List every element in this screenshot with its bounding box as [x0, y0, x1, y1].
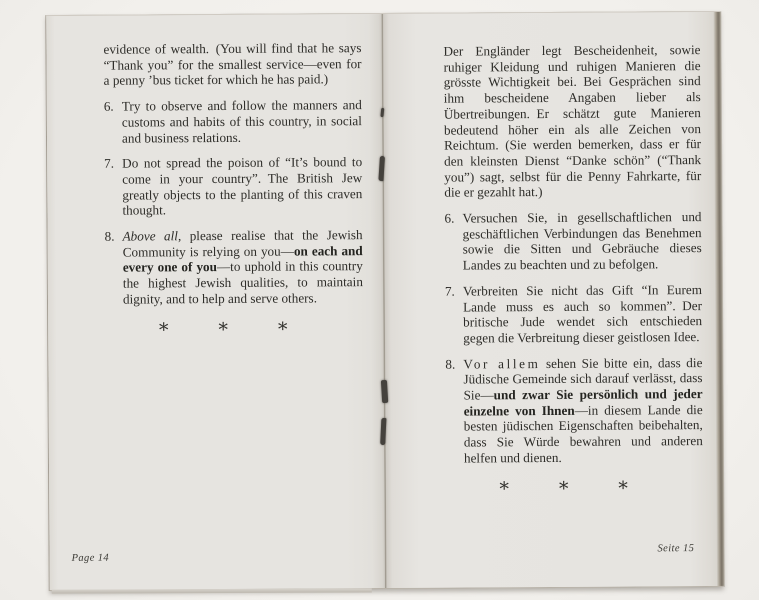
text-run-italic: Above all: [122, 228, 178, 244]
item-text: [462, 209, 701, 273]
item-number: 7.: [104, 155, 115, 171]
left-text-column: [103, 40, 363, 341]
page-right-german: [382, 12, 724, 588]
item-text: [123, 227, 363, 307]
asterisk-glyph: *: [558, 477, 569, 500]
page-left-english: [46, 14, 386, 590]
item-text: [122, 97, 362, 146]
text-run: , please realise that the Jewish Community is relying on you—: [122, 227, 363, 260]
item-number: 6.: [444, 210, 455, 226]
list-item-6: [444, 209, 701, 273]
text-run-bold: und zwar Sie persönlich und jeder einzelne von Ihnen: [463, 386, 703, 419]
asterisk-glyph: *: [499, 477, 509, 500]
text-run: Do not spread the poison of “It’s bound to come in your country”. The British Jew greatly objects to the planting of this craven thought.: [122, 154, 363, 218]
item-text: [463, 355, 703, 466]
text-run-letterspaced: Vor allem: [463, 355, 541, 372]
item-number: 8.: [104, 228, 115, 244]
list-item-7: [445, 282, 702, 346]
text-run: —in diesem Lande die besten jüdischen Eigenschaften beibehalten, dass Sie Würde bewahren und anderen helfen und dienen.: [463, 401, 703, 466]
item-number: 7.: [444, 283, 455, 299]
paragraph-text: Der Engländer legt Bescheidenheit, sowie ruhiger Kleidung und ruhigen Manieren die grösste Wichtigkeit bei. Bei Gesprächen sind ihm bescheidene Angaben lieber als Übertreibungen. Er schätzt gute Manieren bedeutend höher ein als alle Zeichen von Reichtum. (Sie werden bemerken, dass er für den kleinsten Dienst “Danke schön” (“Thank you”) sagt, selbst für die Penny Fahrkarte, für die er gezahlt hat.): [443, 42, 702, 200]
text-run: Versuchen Sie, in gesellschaftlichen und geschäftlichen Verbindungen das Benehmen sowie die Sitten und Gebräuche dieses Landes zu beachten und zu befolgen.: [462, 209, 702, 273]
paragraph-text: evidence of wealth. (You will find that he says “Thank you” for the smallest service—even for a penny ’bus ticket for which he has paid.): [103, 40, 362, 89]
item-number: 8.: [445, 356, 456, 372]
text-run: Verbreiten Sie nicht das Gift “In Eurem Lande muss es auch so kommen”. Der britische Jude wendet sich entschieden gegen die Verbreitung dieser geistlosen Idee.: [462, 281, 703, 346]
section-separator-asterisks: [94, 318, 352, 341]
page-number-right: Seite 15: [657, 543, 695, 555]
text-run-bold: on each and every one of you: [122, 242, 363, 276]
paragraph-continuation: [443, 42, 701, 201]
asterisk-glyph: *: [218, 318, 228, 341]
item-number: 6.: [103, 98, 114, 114]
book-spread: [46, 11, 724, 591]
page-number-left: Page 14: [71, 552, 110, 564]
list-item-8: [105, 227, 363, 307]
asterisk-glyph: *: [618, 477, 628, 500]
list-item-8: [445, 355, 703, 466]
text-run: Try to observe and follow the manners and customs and habits of this country, in social and business relations.: [121, 97, 362, 146]
asterisk-glyph: *: [158, 318, 169, 341]
staple: [381, 380, 388, 403]
text-run: sehen Sie bitte ein, dass die Jüdische Gemeinde sich darauf verlässt, dass Sie—: [463, 354, 703, 403]
section-separator-asterisks: [435, 477, 692, 500]
list-item-7: [104, 154, 362, 218]
item-text: [122, 154, 362, 218]
list-item-6: [104, 97, 362, 146]
item-text: [463, 282, 702, 346]
paragraph-continuation: [103, 40, 361, 89]
book-fore-edge-shadow: [713, 12, 725, 586]
page-bottom-edge: [52, 589, 372, 594]
asterisk-glyph: *: [277, 318, 288, 341]
text-run: —to uphold in this country the highest Jewish qualities, to maintain dignity, and to help and serve others.: [122, 258, 363, 307]
right-text-column: [443, 42, 703, 500]
